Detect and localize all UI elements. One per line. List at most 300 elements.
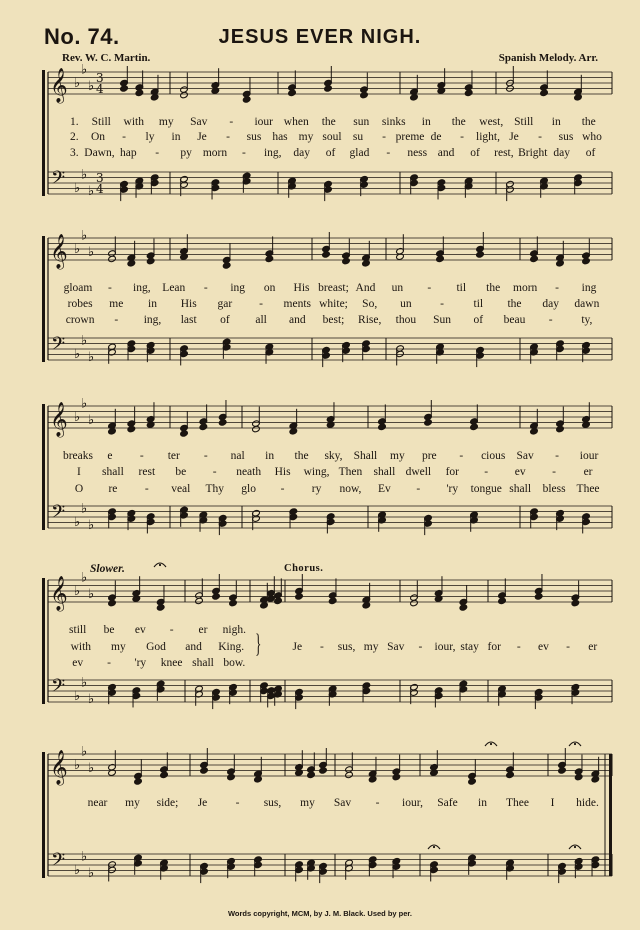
lyric-syllable: the — [486, 282, 501, 294]
chorus-syllable: Je — [197, 797, 208, 809]
notehead — [534, 593, 543, 600]
lyric-syllable: day — [542, 298, 559, 310]
flat-icon: ♭ — [88, 244, 95, 260]
flat-icon: ♭ — [74, 863, 81, 878]
notehead — [260, 602, 269, 609]
notehead — [252, 425, 261, 432]
lyric-syllable: - — [552, 466, 557, 478]
lyric-syllable: neath — [236, 466, 262, 478]
chorus-syllable: - — [418, 641, 423, 653]
notehead — [530, 255, 539, 262]
hymn-tune-source: Spanish Melody. Arr. — [498, 52, 598, 64]
lyric-syllable: the — [581, 116, 596, 128]
lyric-syllable: in — [421, 116, 431, 128]
notehead — [254, 776, 263, 783]
lyric-syllable: On — [90, 131, 106, 143]
lyric-syllable: - — [460, 131, 464, 143]
notehead — [362, 260, 371, 267]
flat-icon: ♭ — [74, 181, 81, 196]
lyric-syllable: my — [111, 641, 126, 653]
flat-icon: ♭ — [88, 349, 95, 365]
lyric-syllable: - — [114, 314, 119, 326]
flat-icon: ♭ — [88, 586, 95, 602]
lyric-syllable: breaks — [62, 450, 93, 462]
bass-clef-icon: 𝄢 — [51, 502, 66, 527]
lyric-syllable: - — [416, 483, 421, 495]
flat-icon: ♭ — [81, 228, 88, 244]
hymn-title: JESUS EVER NIGH. — [218, 26, 422, 48]
lyric-syllable: Sav — [516, 450, 534, 462]
lyric-syllable: shall — [102, 466, 124, 478]
lyric-syllable: His — [293, 282, 310, 294]
lyric-syllable: dawn — [574, 298, 600, 310]
lyric-syllable: in — [265, 450, 275, 462]
lyric-syllable: the — [294, 450, 309, 462]
lyric-syllable: my — [298, 131, 314, 143]
notehead — [108, 428, 117, 435]
notehead — [127, 425, 136, 432]
chorus-syllable: er — [588, 641, 598, 653]
notehead — [229, 599, 238, 606]
time-sig-top: 3 — [96, 171, 104, 185]
time-sig-bottom: 4 — [96, 82, 104, 96]
lyric-syllable: - — [169, 624, 174, 636]
lyric-syllable: ry — [311, 483, 322, 495]
lyric-syllable: py — [180, 147, 192, 159]
lyric-syllable: su — [352, 131, 364, 143]
lyric-syllable: - — [459, 450, 464, 462]
lyric-syllable: best; — [322, 314, 345, 326]
notehead — [345, 771, 354, 778]
lyric-syllable: - — [203, 282, 208, 294]
lyric-syllable: Still — [91, 116, 111, 128]
treble-clef-icon: 𝄞 — [50, 750, 68, 785]
time-sig-bottom: 4 — [96, 182, 104, 196]
lyric-syllable: Sun — [433, 314, 452, 326]
lyric-syllable: cious — [481, 450, 506, 462]
notehead — [322, 251, 331, 258]
notehead — [410, 94, 419, 101]
notehead — [558, 767, 567, 774]
notehead — [464, 89, 473, 96]
lyric-syllable: un — [400, 298, 412, 310]
notehead — [392, 773, 401, 780]
lyric-syllable: - — [203, 450, 208, 462]
lyric-syllable: - — [122, 131, 126, 143]
lyric-syllable: til — [473, 298, 484, 310]
lyric-syllable: the — [321, 116, 336, 128]
lyric-syllable: Thee — [576, 483, 600, 495]
bass-clef-icon: 𝄢 — [51, 168, 66, 193]
notehead — [200, 767, 209, 774]
notehead — [424, 419, 433, 426]
lyric-syllable: Rise, — [358, 314, 382, 326]
lyric-syllable: - — [280, 483, 285, 495]
notehead — [288, 89, 297, 96]
chorus-syllable: side; — [156, 797, 179, 809]
lyric-syllable: ing, — [143, 314, 162, 326]
notehead — [498, 597, 507, 604]
flat-icon: ♭ — [88, 412, 95, 428]
lyric-syllable: - — [229, 116, 234, 128]
lyric-syllable: Bright — [518, 147, 548, 159]
lyric-syllable: gloam — [63, 282, 93, 294]
system-bracket — [42, 578, 45, 704]
chorus-syllable: Je — [292, 641, 303, 653]
lyric-syllable: robes — [67, 298, 93, 310]
lyric-syllable: I — [77, 466, 81, 478]
notehead — [218, 419, 227, 426]
lyric-syllable: Still — [514, 116, 534, 128]
flat-icon: ♭ — [74, 347, 81, 362]
lyric-syllable: iour — [254, 116, 274, 128]
fermata-dot — [490, 743, 492, 745]
lyric-syllable: be — [103, 624, 115, 636]
treble-clef-icon: 𝄞 — [50, 234, 68, 269]
notehead — [378, 423, 387, 430]
flat-icon: ♭ — [81, 62, 88, 78]
flat-icon: ♭ — [81, 675, 88, 691]
notehead — [556, 260, 565, 267]
lyric-syllable: sky, — [324, 450, 343, 462]
lyric-syllable: shall — [192, 657, 214, 669]
lyric-syllable: on — [263, 282, 276, 294]
lyric-syllable: iour — [579, 450, 599, 462]
notehead — [591, 776, 600, 783]
notehead — [360, 91, 369, 98]
fermata-dot — [574, 846, 576, 848]
lyric-syllable: dwell — [405, 466, 432, 478]
lyric-syllable: un — [391, 282, 404, 294]
lyric-syllable: - — [212, 466, 217, 478]
flat-icon: ♭ — [74, 689, 81, 704]
lyric-syllable: light, — [476, 131, 500, 143]
flat-icon: ♭ — [81, 570, 88, 586]
lyric-syllable: Sav — [190, 116, 208, 128]
notehead — [242, 96, 251, 103]
lyric-syllable: in — [551, 116, 561, 128]
notehead — [574, 94, 583, 101]
flat-icon: ♭ — [74, 242, 81, 257]
hymn-number: No. 74. — [44, 24, 120, 49]
lyric-syllable: the — [451, 116, 466, 128]
notehead — [571, 599, 580, 606]
lyric-syllable: - — [548, 314, 553, 326]
lyric-syllable: er — [198, 624, 208, 636]
lyric-syllable: ter — [167, 450, 180, 462]
lyric-syllable: glad — [349, 147, 370, 159]
lyric-syllable: - — [386, 147, 391, 159]
chorus-syllable: - — [375, 797, 380, 809]
notehead — [108, 255, 117, 262]
lyric-syllable: - — [484, 466, 489, 478]
lyric-syllable: Ev — [378, 483, 391, 495]
lyric-syllable: still — [69, 624, 87, 636]
notehead — [582, 257, 591, 264]
chorus-syllable: for — [487, 641, 501, 653]
time-sig-top: 3 — [96, 71, 104, 85]
notehead — [108, 599, 117, 606]
notehead — [362, 602, 371, 609]
lyric-syllable: and — [437, 147, 455, 159]
lyric-syllable: shall — [373, 466, 396, 478]
lyric-syllable: Dawn, — [84, 147, 115, 159]
notehead — [530, 428, 539, 435]
notehead — [468, 778, 477, 785]
notehead — [195, 597, 204, 604]
lyric-syllable: His — [180, 298, 197, 310]
lyric-syllable: hap — [120, 147, 137, 159]
system-bracket — [42, 752, 45, 878]
flat-icon: ♭ — [88, 865, 95, 881]
lyric-syllable: - — [382, 131, 386, 143]
notehead — [265, 255, 274, 262]
lyric-syllable: Je — [197, 131, 207, 143]
lyric-syllable: in — [148, 298, 157, 310]
chorus-marking: Chorus. — [284, 563, 324, 574]
lyric-syllable: de — [430, 131, 442, 143]
notehead — [146, 257, 155, 264]
notehead — [289, 428, 298, 435]
lyric-syllable: God — [146, 641, 166, 653]
system-bracket — [42, 404, 45, 530]
flat-icon: ♭ — [81, 167, 88, 183]
lyric-syllable: - — [107, 657, 111, 669]
lyric-syllable: of — [220, 314, 230, 326]
lyric-syllable: crown — [65, 314, 95, 326]
lyric-syllable: now, — [339, 483, 362, 495]
bass-clef-icon: 𝄢 — [51, 850, 66, 875]
notehead — [199, 423, 208, 430]
copyright-footer: Words copyright, MCM, by J. M. Black. Used by per. — [227, 909, 413, 918]
flat-icon: ♭ — [74, 76, 81, 91]
lyric-syllable: Je — [509, 131, 519, 143]
treble-clef-icon: 𝄞 — [50, 402, 68, 437]
lyric-syllable: ty, — [581, 314, 593, 326]
lyric-syllable: when — [283, 116, 309, 128]
lyric-syllable: Then — [338, 466, 363, 478]
flat-icon: ♭ — [88, 78, 95, 94]
lyric-syllable: ev — [134, 624, 146, 636]
lyric-syllable: the — [507, 298, 522, 310]
flat-icon: ♭ — [81, 396, 88, 412]
lyric-syllable: glo — [241, 483, 257, 495]
chorus-syllable: Thee — [506, 797, 529, 809]
chorus-syllable: - — [235, 797, 240, 809]
lyric-syllable: re — [108, 483, 118, 495]
flat-icon: ♭ — [74, 584, 81, 599]
notehead — [134, 778, 143, 785]
flat-icon: ♭ — [74, 758, 81, 773]
lyric-syllable: ing, — [263, 147, 282, 159]
lyric-syllable: morn — [202, 147, 228, 159]
lyric-syllable: pre — [421, 450, 437, 462]
notehead — [222, 262, 231, 269]
lyric-syllable: morn — [513, 282, 538, 294]
notehead — [127, 260, 136, 267]
flat-icon: ♭ — [88, 183, 95, 199]
notehead — [506, 771, 515, 778]
lyric-syllable: ness — [407, 147, 428, 159]
verse-number: 3. — [70, 147, 79, 159]
lyric-syllable: ing — [230, 282, 246, 294]
chorus-syllable: Sav — [387, 641, 405, 653]
lyric-syllable: veal — [171, 483, 191, 495]
lyric-syllable: 'ry — [446, 483, 459, 495]
chorus-syllable: my — [125, 797, 140, 809]
notehead — [307, 771, 316, 778]
lyric-syllable: of — [585, 147, 596, 159]
notehead — [180, 430, 189, 437]
lyric-syllable: beau — [503, 314, 526, 326]
notehead — [459, 604, 468, 611]
lyric-syllable: nigh. — [222, 624, 246, 636]
notehead — [295, 593, 304, 600]
lyric-syllable: soul — [322, 131, 342, 143]
flat-icon: ♭ — [88, 517, 95, 533]
lyric-syllable: 'ry — [134, 657, 147, 669]
lyric-syllable: ev — [514, 466, 526, 478]
lyric-syllable: sinks — [381, 116, 406, 128]
lyric-syllable: gar — [217, 298, 233, 310]
lyric-syllable: shall — [509, 483, 532, 495]
flat-icon: ♭ — [81, 849, 88, 865]
verse-number: 2. — [70, 131, 79, 143]
lyric-syllable: sun — [353, 116, 370, 128]
notehead — [470, 423, 479, 430]
lyric-syllable: preme — [395, 131, 425, 143]
lyric-syllable: rest, — [494, 147, 514, 159]
lyric-syllable: wing, — [303, 466, 330, 478]
flat-icon: ♭ — [81, 501, 88, 517]
chorus-syllable: sus, — [263, 797, 282, 809]
notehead — [574, 773, 583, 780]
notehead — [436, 255, 445, 262]
lyric-syllable: Lean — [162, 282, 186, 294]
fermata-dot — [159, 564, 161, 566]
lyric-syllable: of — [325, 147, 336, 159]
tempo-marking-slower: Slower. — [90, 563, 125, 575]
chorus-syllable: - — [566, 641, 570, 653]
notehead — [120, 85, 129, 92]
notehead — [476, 251, 485, 258]
lyric-syllable: - — [555, 282, 559, 294]
chorus-syllable: hide. — [576, 797, 599, 809]
lyric-syllable: - — [139, 450, 144, 462]
lyric-syllable: Shall — [353, 450, 378, 462]
chorus-syllable: Sav — [333, 797, 352, 809]
lyric-syllable: of — [470, 147, 480, 159]
lyric-syllable: - — [440, 298, 445, 310]
notehead — [540, 89, 549, 96]
flat-icon: ♭ — [81, 333, 88, 349]
lyric-syllable: e — [107, 450, 113, 462]
flat-icon: ♭ — [88, 760, 95, 776]
lyric-syllable: tongue — [470, 483, 502, 495]
lyric-syllable: er — [583, 466, 593, 478]
lyric-syllable: - — [107, 282, 112, 294]
chorus-syllable: near — [87, 797, 108, 809]
lyric-syllable: white; — [319, 298, 348, 310]
lyric-syllable: - — [555, 450, 559, 462]
notehead — [342, 257, 351, 264]
lyric-syllable: bless — [542, 483, 566, 495]
chorus-syllable: my — [363, 641, 379, 653]
lyric-syllable: west, — [479, 116, 504, 128]
lyric-syllable: breast; — [318, 282, 349, 294]
lyric-syllable: has — [272, 131, 288, 143]
chorus-syllable: stay — [460, 641, 479, 653]
lyric-syllable: ments — [283, 298, 312, 310]
notehead — [135, 89, 144, 96]
lyric-syllable: - — [538, 131, 542, 143]
lyric-syllable: thou — [395, 314, 417, 326]
lyric-syllable: with — [123, 116, 144, 128]
lyric-syllable: day — [293, 147, 310, 159]
lyric-syllable: and — [288, 314, 306, 326]
lyric-syllable: who — [582, 131, 602, 143]
lyric-syllable: sus — [246, 131, 262, 143]
lyric-syllable: sus — [558, 131, 574, 143]
lyric-syllable: in — [171, 131, 181, 143]
chorus-syllable: in — [478, 797, 487, 809]
chorus-syllable: my — [300, 797, 315, 809]
lyric-syllable: - — [259, 298, 264, 310]
lyric-syllable: His — [274, 466, 291, 478]
fermata-dot — [574, 743, 576, 745]
notehead — [212, 593, 221, 600]
chorus-syllable: I — [550, 797, 555, 809]
lyric-syllable: ing, — [133, 282, 151, 294]
lyric-syllable: me — [109, 298, 124, 310]
notehead — [227, 773, 236, 780]
notehead — [368, 776, 377, 783]
lyric-syllable: - — [226, 131, 230, 143]
lyric-syllable: of — [473, 314, 484, 326]
lyric-syllable: my — [390, 450, 405, 462]
notehead — [150, 94, 159, 101]
lyric-syllable: And — [355, 282, 376, 294]
lyric-syllable: last — [180, 314, 197, 326]
lyric-syllable: nal — [230, 450, 245, 462]
treble-clef-icon: 𝄞 — [50, 68, 68, 103]
lyric-syllable: So, — [362, 298, 378, 310]
lyric-syllable: ev — [72, 657, 84, 669]
lyric-syllable: King. — [218, 641, 245, 653]
lyric-syllable: - — [427, 282, 432, 294]
chorus-syllable: - — [516, 641, 521, 653]
lyric-syllable: til — [456, 282, 467, 294]
lyric-syllable: and — [185, 641, 202, 653]
lyric-syllable: ing — [581, 282, 597, 294]
notehead — [156, 604, 165, 611]
flat-icon: ♭ — [74, 410, 81, 425]
lyric-syllable: for — [445, 466, 459, 478]
lyric-syllable: rest — [138, 466, 156, 478]
lyric-syllable: my — [158, 116, 174, 128]
treble-clef-icon: 𝄞 — [50, 576, 68, 611]
lyric-syllable: knee — [160, 657, 183, 669]
hymn-author: Rev. W. C. Martin. — [62, 52, 151, 64]
lyric-syllable: - — [155, 147, 160, 159]
lyric-syllable: with — [70, 641, 92, 653]
fermata-dot — [433, 846, 435, 848]
bass-clef-icon: 𝄢 — [51, 676, 66, 701]
verse-brace: } — [255, 629, 262, 658]
bass-clef-icon: 𝄢 — [51, 334, 66, 359]
final-bar — [609, 754, 612, 876]
chorus-syllable: iour, — [402, 797, 423, 809]
